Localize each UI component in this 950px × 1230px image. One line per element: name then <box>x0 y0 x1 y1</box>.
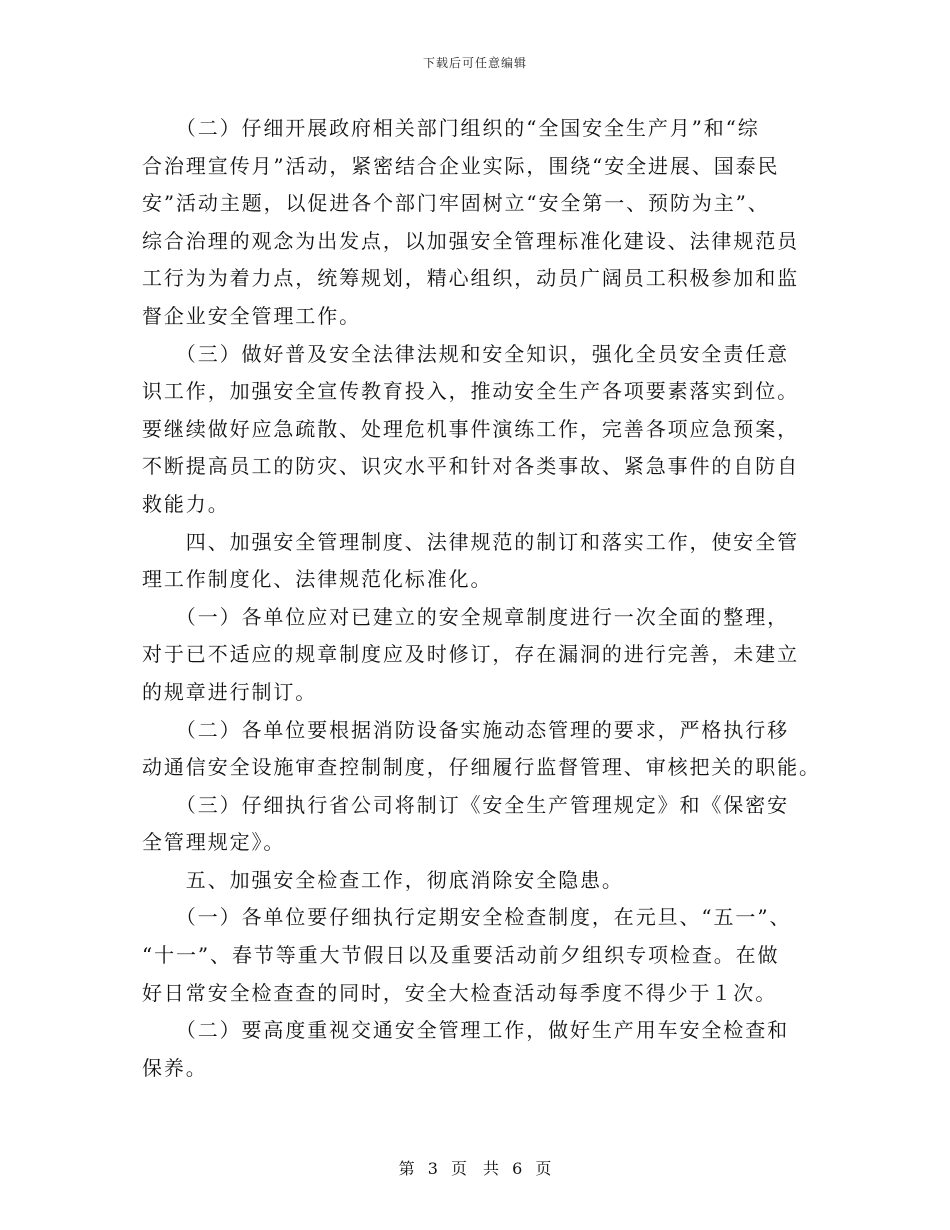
paragraph-line: 识工作，加强安全宣传教育投入，推动安全生产各项要素落实到位。 <box>142 379 799 404</box>
paragraph-line: “十一”、春节等重大节假日以及重要活动前夕组织专项检查。在做 <box>142 943 780 968</box>
footer-current-page: 3 <box>427 1159 438 1178</box>
paragraph <box>142 712 821 787</box>
paragraph-line: 合治理宣传月”活动，紧密结合企业实际，围绕“安全进展、国泰民 <box>142 153 780 178</box>
paragraph <box>142 599 810 712</box>
paragraph-line: 不断提高员工的防灾、识灾水平和针对各类事故、紧急事件的自防自 <box>142 454 799 479</box>
paragraph-line: 综合治理的观念为出发点，以加强安全管理标准化建设、法律规范员 <box>142 228 799 253</box>
paragraph-line: 督企业安全管理工作。 <box>142 303 361 328</box>
paragraph-line: （三）仔细执行省公司将制订《安全生产管理规定》和《保密安 <box>142 792 789 817</box>
page-header: 下载后可任意编辑 <box>422 56 527 70</box>
paragraph-line: 五、加强安全检查工作，彻底消除安全隐患。 <box>142 867 624 892</box>
paragraph-line: （二）要高度重视交通安全管理工作，做好生产用车安全检查和 <box>142 1018 789 1043</box>
paragraph-line: （二）各单位要根据消防设备实施动态管理的要求，严格执行移 <box>142 717 789 742</box>
paragraph-line: （一）各单位要仔细执行定期安全检查制度，在元旦、“五一”、 <box>142 905 792 930</box>
paragraph-line: 四、加强安全管理制度、法律规范的制订和落实工作，使安全管 <box>142 529 799 554</box>
document-body <box>142 110 821 1087</box>
page-footer <box>0 1156 950 1179</box>
footer-prefix: 第 <box>398 1159 415 1178</box>
paragraph-line: 对于已不适应的规章制度应及时修订，存在漏洞的进行完善，未建立 <box>142 642 799 667</box>
paragraph-line: 救能力。 <box>142 491 230 516</box>
paragraph-line: （二）仔细开展政府相关部门组织的“全国安全生产月”和“综 <box>142 116 760 140</box>
paragraph <box>142 787 810 862</box>
paragraph-line: 要继续做好应急疏散、处理危机事件演练工作，完善各项应急预案， <box>142 416 799 441</box>
paragraph-line: 全管理规定》。 <box>142 830 286 855</box>
paragraph-line: （三）做好普及安全法律法规和安全知识，强化全员安全责任意 <box>142 341 789 366</box>
paragraph <box>142 862 810 900</box>
paragraph-line: 动通信安全设施审查控制制度，仔细履行监督管理、审核把关的职能。 <box>142 755 821 780</box>
footer-suffix: 页 <box>535 1159 552 1178</box>
paragraph <box>142 336 810 524</box>
paragraph-line: 好日常安全检查查的同时，安全大检查活动每季度不得少于１次。 <box>142 980 778 1005</box>
paragraph <box>142 110 810 336</box>
paragraph <box>142 1012 810 1087</box>
footer-middle: 页 共 <box>450 1159 499 1178</box>
paragraph-line: 保养。 <box>142 1055 208 1080</box>
paragraph-line: 理工作制度化、法律规范化标准化。 <box>142 567 493 592</box>
paragraph-line: 安”活动主题，以促进各个部门牢固树立“安全第一、预防为主”、 <box>142 191 770 216</box>
paragraph-line: 工行为为着力点，统筹规划，精心组织，动员广阔员工积极参加和监 <box>142 266 799 291</box>
paragraph-line: （一）各单位应对已建立的安全规章制度进行一次全面的整理， <box>142 604 789 629</box>
footer-total-pages: 6 <box>512 1159 523 1178</box>
paragraph <box>142 899 810 1012</box>
paragraph <box>142 524 810 599</box>
paragraph-line: 的规章进行制订。 <box>142 679 318 704</box>
